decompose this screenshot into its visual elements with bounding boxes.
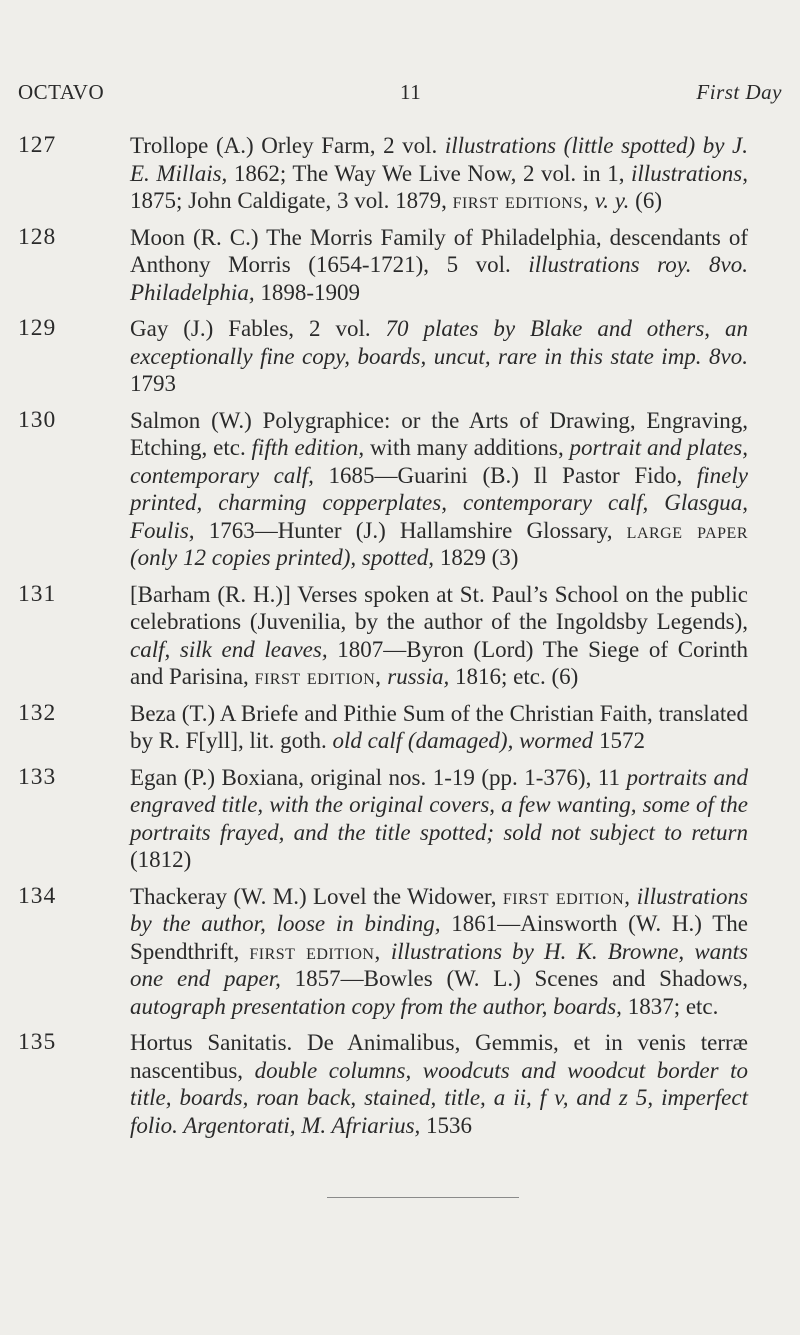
description-segment: v. y. xyxy=(594,188,630,213)
description-segment: 1862; The Way We Live Now, 2 vol. in 1, xyxy=(227,160,632,186)
lot-entry xyxy=(18,407,782,572)
description-segment: Thackeray (W. M.) Lovel the Widower, xyxy=(130,883,503,909)
description-segment: finely printed, charming copperplates, contemporary calf, Glasgua, Foulis, xyxy=(130,462,748,543)
lot-description xyxy=(130,764,748,874)
lot-entry xyxy=(18,700,782,755)
lot-description xyxy=(130,700,748,755)
lot-count: (6) xyxy=(629,188,662,213)
description-segment xyxy=(381,939,391,964)
description-segment: first edition, xyxy=(502,883,631,909)
lot-description xyxy=(130,407,748,572)
description-segment: illustrations roy. 8vo. Philadelphia, xyxy=(130,252,748,305)
lot-number: 132 xyxy=(18,699,57,726)
description-segment: 1857—Bowles (W. L.) Scenes and Shadows, xyxy=(280,966,748,991)
description-segment: illustrations by the author, loose in binding, xyxy=(130,883,748,936)
page-number: 11 xyxy=(400,80,422,104)
description-segment: illustrations, xyxy=(631,160,748,186)
description-segment: calf, silk end leaves, xyxy=(130,636,328,662)
lot-description xyxy=(130,1029,748,1139)
end-rule xyxy=(327,1197,519,1198)
description-segment: fifth edition, xyxy=(251,435,365,460)
description-segment: Moon (R. C.) The Morris Family of Philadelphia, descendants of Anthony Morris (1654-1721), 5 vol. xyxy=(130,224,748,277)
lot-number: 129 xyxy=(18,315,57,341)
description-segment: Beza (T.) A Briefe and Pithie Sum of the Christian Faith, translated by R. F[yll], lit. goth. xyxy=(130,700,748,753)
lot-entry xyxy=(18,224,782,307)
description-segment: with many additions, xyxy=(364,435,570,460)
description-segment: autograph presentation copy from the author, boards, xyxy=(130,993,622,1019)
description-segment: Salmon (W.) Polygraphice: or the Arts of Drawing, Engraving, Etching, etc. xyxy=(130,407,748,460)
lot-number: 134 xyxy=(18,882,57,909)
lot-description xyxy=(130,132,748,215)
running-head xyxy=(18,80,782,110)
lot-count: 1793 xyxy=(130,371,176,396)
lot-entry xyxy=(18,315,782,398)
description-segment: first edition, xyxy=(249,938,381,964)
lot-entry xyxy=(18,132,782,215)
description-segment: portraits and engraved title, with the original covers, a few wanting, some of the portraits frayed, and the title spotted; sold not subject to return xyxy=(130,764,748,845)
format-heading: OCTAVO xyxy=(18,80,105,104)
lot-count: (1812) xyxy=(130,847,192,872)
lot-count: (6) xyxy=(545,664,579,689)
description-segment: 1763—Hunter (J.) Hallamshire Glossary, xyxy=(194,517,627,543)
lot-description xyxy=(130,224,748,307)
description-segment: Egan (P.) Boxiana, original nos. 1-19 (pp. 1-376), 11 xyxy=(130,764,627,790)
description-segment: 1837; etc. xyxy=(621,993,719,1019)
description-segment: 1875; John Caldigate, 3 vol. 1879, xyxy=(130,188,453,213)
lot-description xyxy=(130,315,748,398)
lot-list xyxy=(18,132,782,1139)
description-segment: 1536 xyxy=(420,1112,473,1138)
lot-entry xyxy=(18,581,782,691)
description-segment: [Barham (R. H.)] Verses spoken at St. Paul’s School on the public celebrations (Juvenilia, by the author of the Ingoldsby Legends), xyxy=(130,581,748,634)
description-segment: 70 plates by Blake and others, an exceptionally fine copy, boards, uncut, rare in this state imp. 8vo. xyxy=(130,316,748,369)
description-segment: russia, xyxy=(387,664,450,689)
description-segment: Gay (J.) Fables, 2 vol. xyxy=(130,316,386,341)
description-segment: Trollope (A.) Orley Farm, 2 vol. xyxy=(130,133,445,158)
description-segment: first edition, xyxy=(254,664,382,689)
lot-number: 130 xyxy=(18,406,57,433)
description-segment: 1829 xyxy=(434,545,486,570)
sale-day-heading: First Day xyxy=(696,80,782,104)
lot-number: 135 xyxy=(18,1029,57,1055)
lot-count: 1572 xyxy=(593,728,645,753)
description-segment: (only 12 copies printed), spotted, xyxy=(130,545,435,570)
description-segment: first editions, xyxy=(452,188,589,213)
description-segment: old calf (damaged), wormed xyxy=(332,728,594,753)
description-segment: 1685—Guarini (B.) Il Pastor Fido, xyxy=(313,462,697,488)
lot-description xyxy=(130,883,748,1021)
lot-number: 127 xyxy=(18,132,57,158)
lot-entry xyxy=(18,1029,782,1139)
description-segment: illustrations by H. K. Browne, wants one end paper, xyxy=(130,938,748,991)
lot-number: 128 xyxy=(18,223,57,250)
description-segment: double columns, woodcuts and woodcut border to title, boards, roan back, stained, title, a ii, f v, and z 5, imperfect folio. Argentorati, M. Afriarius, xyxy=(130,1057,748,1138)
lot-count: 1898-1909 xyxy=(254,279,360,305)
description-segment: 1861—Ainsworth (W. H.) The Spendthrift, xyxy=(130,911,748,964)
lot-count: (3) xyxy=(485,545,519,570)
lot-entry xyxy=(18,764,782,874)
description-segment: portrait and plates, contemporary calf, xyxy=(130,435,748,488)
lot-entry xyxy=(18,883,782,1021)
description-segment: 1816; etc. xyxy=(449,664,546,689)
description-segment: large paper xyxy=(626,517,748,543)
lot-number: 131 xyxy=(18,580,57,607)
description-segment: illustrations (little spotted) by J. E. Millais, xyxy=(130,133,749,186)
description-segment: Hortus Sanitatis. De Animalibus, Gemmis, et in venis terræ nascentibus, xyxy=(130,1030,748,1083)
lot-number: 133 xyxy=(18,763,57,790)
description-segment: 1807—Byron (Lord) The Siege of Corinth and Parisina, xyxy=(130,636,748,689)
lot-description xyxy=(130,581,748,691)
